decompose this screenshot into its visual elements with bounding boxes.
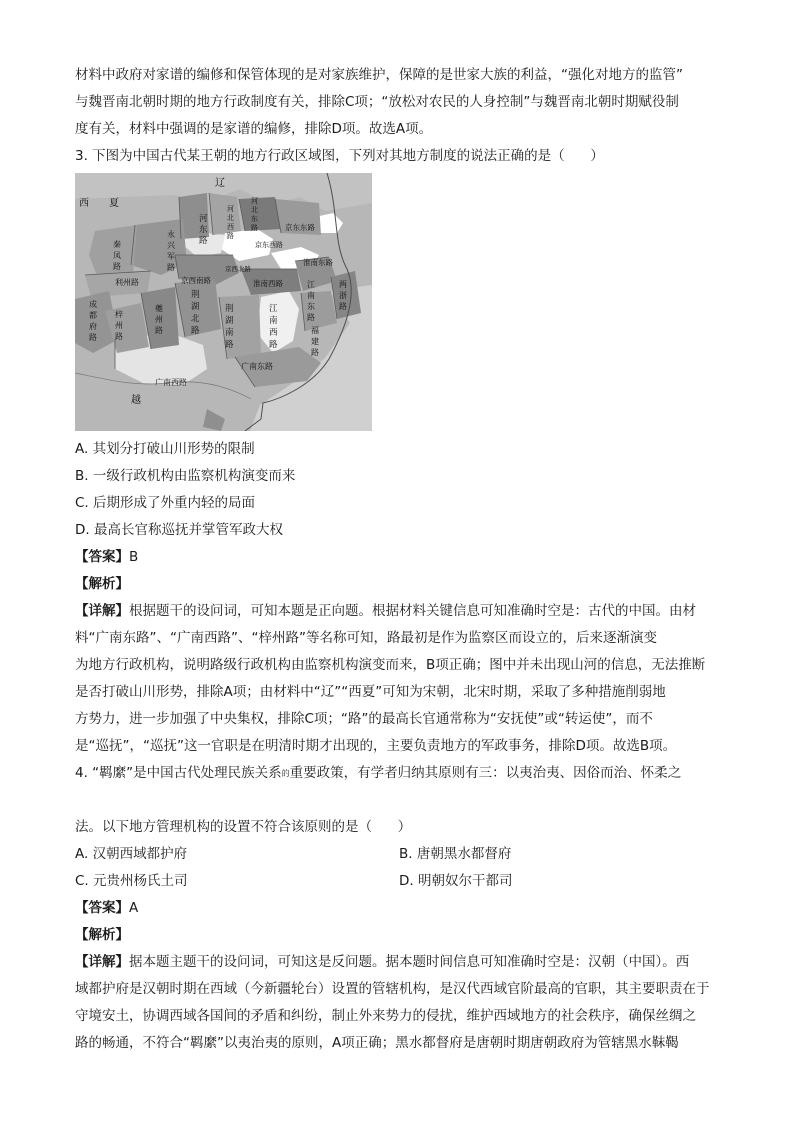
svg-text:西: 西 bbox=[269, 328, 278, 338]
svg-text:建: 建 bbox=[311, 337, 319, 346]
q3-detail-line-4: 是否打破山川形势，排除A项；由材料中“辽”“西夏”可知为宋朝，北宋时期，采取了多种措施削弱地 bbox=[75, 684, 666, 700]
q3-answer bbox=[75, 544, 725, 571]
svg-text:福: 福 bbox=[311, 326, 319, 335]
svg-text:南: 南 bbox=[269, 316, 278, 326]
svg-text:东: 东 bbox=[251, 215, 258, 223]
intro-line-1: 材料中政府对家谱的编修和保管体现的是对家族维护，保障的是世家大族的利益，“强化对地方的监管” bbox=[75, 67, 683, 83]
svg-text:秦: 秦 bbox=[113, 240, 121, 249]
map-label-qinfeng bbox=[113, 239, 121, 271]
svg-text:西: 西 bbox=[227, 223, 234, 231]
q4-detail-line-4: 路的畅通，不符合“羁縻”以夷治夷的原则，A项正确；黑水都督府是唐朝时期唐朝政府为管辖黑水靺鞨 bbox=[75, 1035, 679, 1051]
answer-value: B bbox=[129, 549, 139, 565]
map-label-guangnandong: 广南东路 bbox=[241, 362, 273, 371]
q4-option-d: D. 明朝奴尔干都司 bbox=[399, 873, 513, 889]
map-label-fujian bbox=[311, 325, 319, 357]
map-label-jingxibei: 京西北路 bbox=[225, 265, 251, 273]
svg-text:军: 军 bbox=[167, 252, 175, 261]
svg-text:江: 江 bbox=[307, 280, 315, 289]
svg-text:河: 河 bbox=[199, 214, 208, 224]
map-label-guangnanxi: 广南西路 bbox=[155, 378, 187, 387]
svg-text:路: 路 bbox=[251, 224, 258, 232]
svg-text:两: 两 bbox=[339, 280, 347, 289]
svg-text:东: 东 bbox=[307, 302, 315, 311]
map-label-jingdongxi: 京东西路 bbox=[255, 241, 283, 249]
spacer bbox=[75, 787, 725, 814]
svg-text:州: 州 bbox=[155, 315, 163, 324]
map-label-zizhou bbox=[115, 309, 123, 341]
svg-text:湖: 湖 bbox=[225, 316, 234, 326]
svg-text:路: 路 bbox=[113, 262, 121, 271]
q3-option-d: D. 最高长官称巡抚并掌管军政大权 bbox=[75, 522, 283, 538]
svg-text:路: 路 bbox=[227, 232, 234, 240]
svg-text:夔: 夔 bbox=[155, 304, 163, 313]
map-label-jingxinan: 京西南路 bbox=[181, 276, 211, 285]
svg-text:兴: 兴 bbox=[167, 241, 175, 250]
analysis-label: 【解析】 bbox=[75, 576, 129, 592]
svg-text:凤: 凤 bbox=[113, 251, 121, 260]
answer-label: 【答案】 bbox=[75, 549, 129, 565]
song-dynasty-admin-map bbox=[75, 173, 372, 431]
q3-analysis-heading bbox=[75, 571, 725, 598]
q3-option-c: C. 后期形成了外重内轻的局面 bbox=[75, 495, 256, 511]
q3-stem: 3. 下图为中国古代某王朝的地方行政区域图，下列对其地方制度的说法正确的是（ ） bbox=[75, 148, 604, 164]
q4-options bbox=[75, 841, 725, 895]
svg-text:路: 路 bbox=[225, 340, 234, 350]
svg-text:梓: 梓 bbox=[115, 310, 123, 319]
q4-stem-note: 的 bbox=[281, 769, 290, 778]
analysis-label: 【解析】 bbox=[75, 927, 129, 943]
svg-text:河: 河 bbox=[251, 197, 258, 205]
svg-text:南: 南 bbox=[307, 291, 315, 300]
svg-text:北: 北 bbox=[251, 206, 258, 214]
svg-text:路: 路 bbox=[89, 333, 97, 342]
answer-value: A bbox=[129, 900, 139, 916]
svg-text:永: 永 bbox=[167, 230, 175, 239]
map-label-huainanxi: 淮南西路 bbox=[253, 279, 283, 288]
q3-detail-line-6: 是“巡抚”，“巡抚”这一官职是在明清时期才出现的，主要负责地方的军政事务，排除D项。故选B项。 bbox=[75, 738, 677, 754]
detail-label: 【详解】 bbox=[75, 954, 129, 970]
q4-option-c: C. 元贵州杨氏土司 bbox=[75, 873, 188, 889]
map-label-xia: 夏 bbox=[109, 198, 119, 209]
map-label-yue: 越 bbox=[131, 395, 141, 406]
svg-text:都: 都 bbox=[89, 311, 97, 320]
svg-text:北: 北 bbox=[191, 314, 200, 324]
q3-detail-line-1: 【详解】根据题干的设问词，可知本题是正向题。根据材料关键信息可知准确时空是：古代的中国。由材 bbox=[75, 603, 696, 619]
svg-text:路: 路 bbox=[167, 263, 175, 272]
svg-text:路: 路 bbox=[199, 236, 208, 246]
q3-option-b: B. 一级行政机构由监察机构演变而来 bbox=[75, 468, 296, 484]
intro-line-3: 度有关，材料中强调的是家谱的编修，排除D项。故选A项。 bbox=[75, 121, 433, 137]
svg-text:路: 路 bbox=[155, 326, 163, 335]
svg-text:浙: 浙 bbox=[339, 291, 347, 300]
map-label-hedong bbox=[199, 214, 208, 246]
svg-text:府: 府 bbox=[89, 322, 97, 331]
intro-line-2: 与魏晋南北朝时期的地方行政制度有关，排除C项；“放松对农民的人身控制”与魏晋南北朝时期赋役制 bbox=[75, 94, 679, 110]
map-label-xi: 西 bbox=[79, 198, 89, 209]
svg-text:成: 成 bbox=[89, 300, 97, 309]
svg-text:州: 州 bbox=[115, 321, 123, 330]
q3-detail-line-3: 为地方行政机构，说明路级行政机构由监察机构演变而来，B项正确；图中并未出现山河的信息，无法推断 bbox=[75, 657, 706, 673]
detail-label: 【详解】 bbox=[75, 603, 129, 619]
svg-text:路: 路 bbox=[269, 340, 278, 350]
answer-label: 【答案】 bbox=[75, 900, 129, 916]
q3-option-a: A. 其划分打破山川形势的限制 bbox=[75, 441, 255, 457]
svg-text:荆: 荆 bbox=[191, 290, 200, 300]
svg-text:路: 路 bbox=[339, 302, 347, 311]
q4-detail-line-3: 守境安土，协调西域各国间的矛盾和纠纷，制止外来势力的侵扰，维护西域地方的社会秩序，确保丝绸之 bbox=[75, 1008, 696, 1024]
svg-text:南: 南 bbox=[225, 328, 234, 338]
svg-text:路: 路 bbox=[307, 313, 315, 322]
q4-detail-line-2: 域都护府是汉朝时期在西域（今新疆轮台）设置的管辖机构，是汉代西域官阶最高的官职，其主要职责在于 bbox=[75, 981, 710, 997]
map-label-kuizhou bbox=[155, 303, 164, 335]
q4-answer bbox=[75, 895, 725, 922]
q4-stem: 4. “羁縻”是中国古代处理民族关系$^的$重要政策，有学者归纳其原则有三：以夷治夷、因俗而治、怀柔之 bbox=[75, 765, 682, 781]
svg-text:荆: 荆 bbox=[225, 304, 234, 314]
map-label-liao: 辽 bbox=[215, 178, 225, 189]
map-label-huainandong: 淮南东路 bbox=[303, 258, 333, 267]
q4-analysis-heading bbox=[75, 922, 725, 949]
svg-text:河: 河 bbox=[227, 205, 234, 213]
q4-detail-line-1: 【详解】据本题主题干的设问词，可知这是反问题。据本题时间信息可知准确时空是：汉朝（中国）。西 bbox=[75, 954, 690, 970]
map-label-liangzhe bbox=[339, 280, 347, 311]
svg-text:东: 东 bbox=[199, 225, 208, 235]
q4-option-a: A. 汉朝西域都护府 bbox=[75, 846, 188, 862]
q4-stem-line-2: 法。以下地方管理机构的设置不符合该原则的是（ ） bbox=[75, 819, 412, 835]
map-label-jingdongdong: 京东东路 bbox=[285, 223, 315, 232]
q3-detail-line-2: 料“广南东路”、“广南西路”、“梓州路”等名称可知，路最初是作为监察区而设立的，后来逐渐演变 bbox=[75, 630, 657, 646]
q3-detail-line-5: 方势力，进一步加强了中央集权，排除C项；“路”的最高长官通常称为“安抚使”或“转运使”，而不 bbox=[75, 711, 653, 727]
svg-text:北: 北 bbox=[227, 214, 234, 222]
svg-text:路: 路 bbox=[311, 348, 319, 357]
svg-text:路: 路 bbox=[191, 326, 200, 336]
svg-text:湖: 湖 bbox=[191, 302, 200, 312]
svg-text:江: 江 bbox=[269, 304, 278, 314]
map-label-lizhou: 利州路 bbox=[115, 278, 139, 287]
q4-option-b: B. 唐朝黑水都督府 bbox=[399, 846, 512, 862]
document-page bbox=[75, 62, 725, 1057]
svg-text:路: 路 bbox=[115, 332, 123, 341]
